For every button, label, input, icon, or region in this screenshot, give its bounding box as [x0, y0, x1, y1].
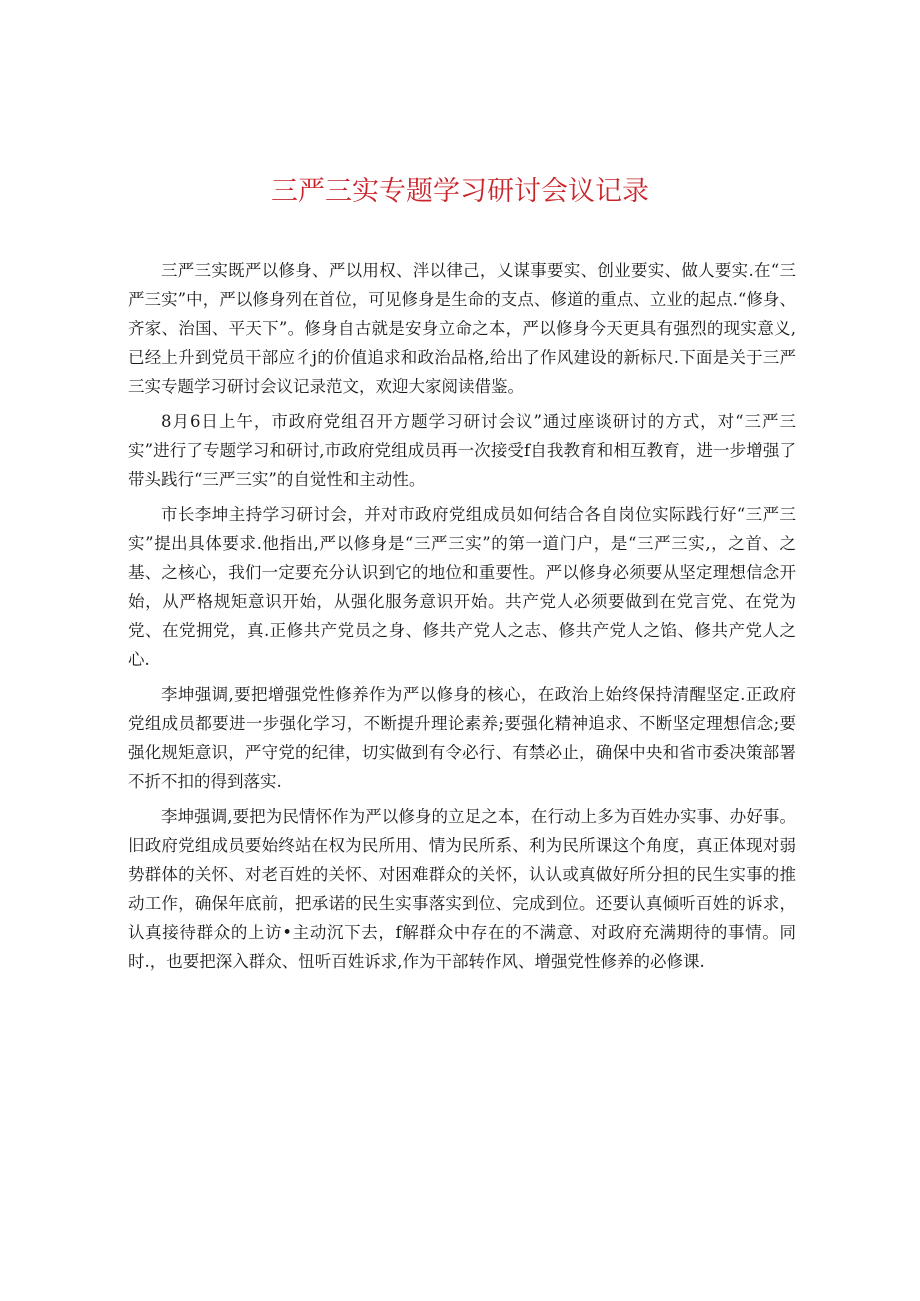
paragraph-intro: 三严三实既严以修身、严以用权、泮以律己，乂谋事要实、创业要实、做人要实.在“三严三实”中，严以修身列在首位，可见修身是生命的支点、修道的重点、立业的起点.“修身、齐家、治国、平天下”。修身自古就是安身立命之本，严以修身今天更具有强烈的现实意义,已经上升到党员干部应彳j的价值追求和政治品格,给出了作风建设的新标尺.下面是关于三严三实专题学习研讨会议记录范文，欢迎大家阅读借鉴。 — [128, 261, 796, 396]
paragraph-meeting: 8月6日上午，市政府党组召开方题学习研讨会议”通过座谈研讨的方式，对“三严三实”进行了专题学习和研讨,市政府党组成员再一次接受f自我教育和相互教育，进一步增强了带头践行“三严三实”的自觉性和主动性。 — [128, 412, 796, 489]
paragraph-party-cultivation: 李坤强调,要把增强党性修养作为严以修身的核心，在政治上始终保持清醒坚定.正政府党组成员都要进一步强化学习，不断提升理论素养;要强化精神追求、不断坚定理想信念;要强化规矩意识，严守党的纪律，切实做到有令必行、有禁必止，确保中央和省市委决策部署不折不扣的得到落实. — [128, 685, 796, 791]
paragraph-people-sentiment: 李坤强调,要把为民情怀作为严以修身的立足之本，在行动上多为百姓办实事、办好事。旧政府党组成员要始终站在权为民所用、情为民所系、利为民所课这个角度，真正体现对弱势群体的关怀、对老百姓的关怀、对困难群众的关怀，认认或真做好所分担的民生实事的推动工作，确保年底前，把承诺的民生实事落实到位、完成到位。还要认真倾听百姓的诉求，认真接待群众的上访•主动沉下去，f解群众中存在的不满意、对政府充满期待的事情。同时.，也要把深入群众、忸听百姓诉求,作为干部转作风、增强党性修养的必修课. — [128, 807, 796, 971]
paragraph-mayor-remarks: 市长李坤主持学习研讨会，并对市政府党组成员如何结合各自岗位实际践行好“三严三实”提出具体要求.他指出,严以修身是“三严三实”的第一道门户，是“三严三实,，之首、之基、之核心，我们一定要充分认识到它的地位和重要性。严以修身必须要从坚定理想信念开始，从严格规矩意识开始，从强化服务意识开始。共产党人必须要做到在党言党、在党为党、在党拥党，真.正修共产党员之身、修共产党人之志、修共产党人之馅、修共产党人之心. — [128, 505, 796, 669]
document-title: 三严三实专题学习研讨会议记录 — [271, 176, 649, 207]
document-body — [128, 256, 796, 976]
